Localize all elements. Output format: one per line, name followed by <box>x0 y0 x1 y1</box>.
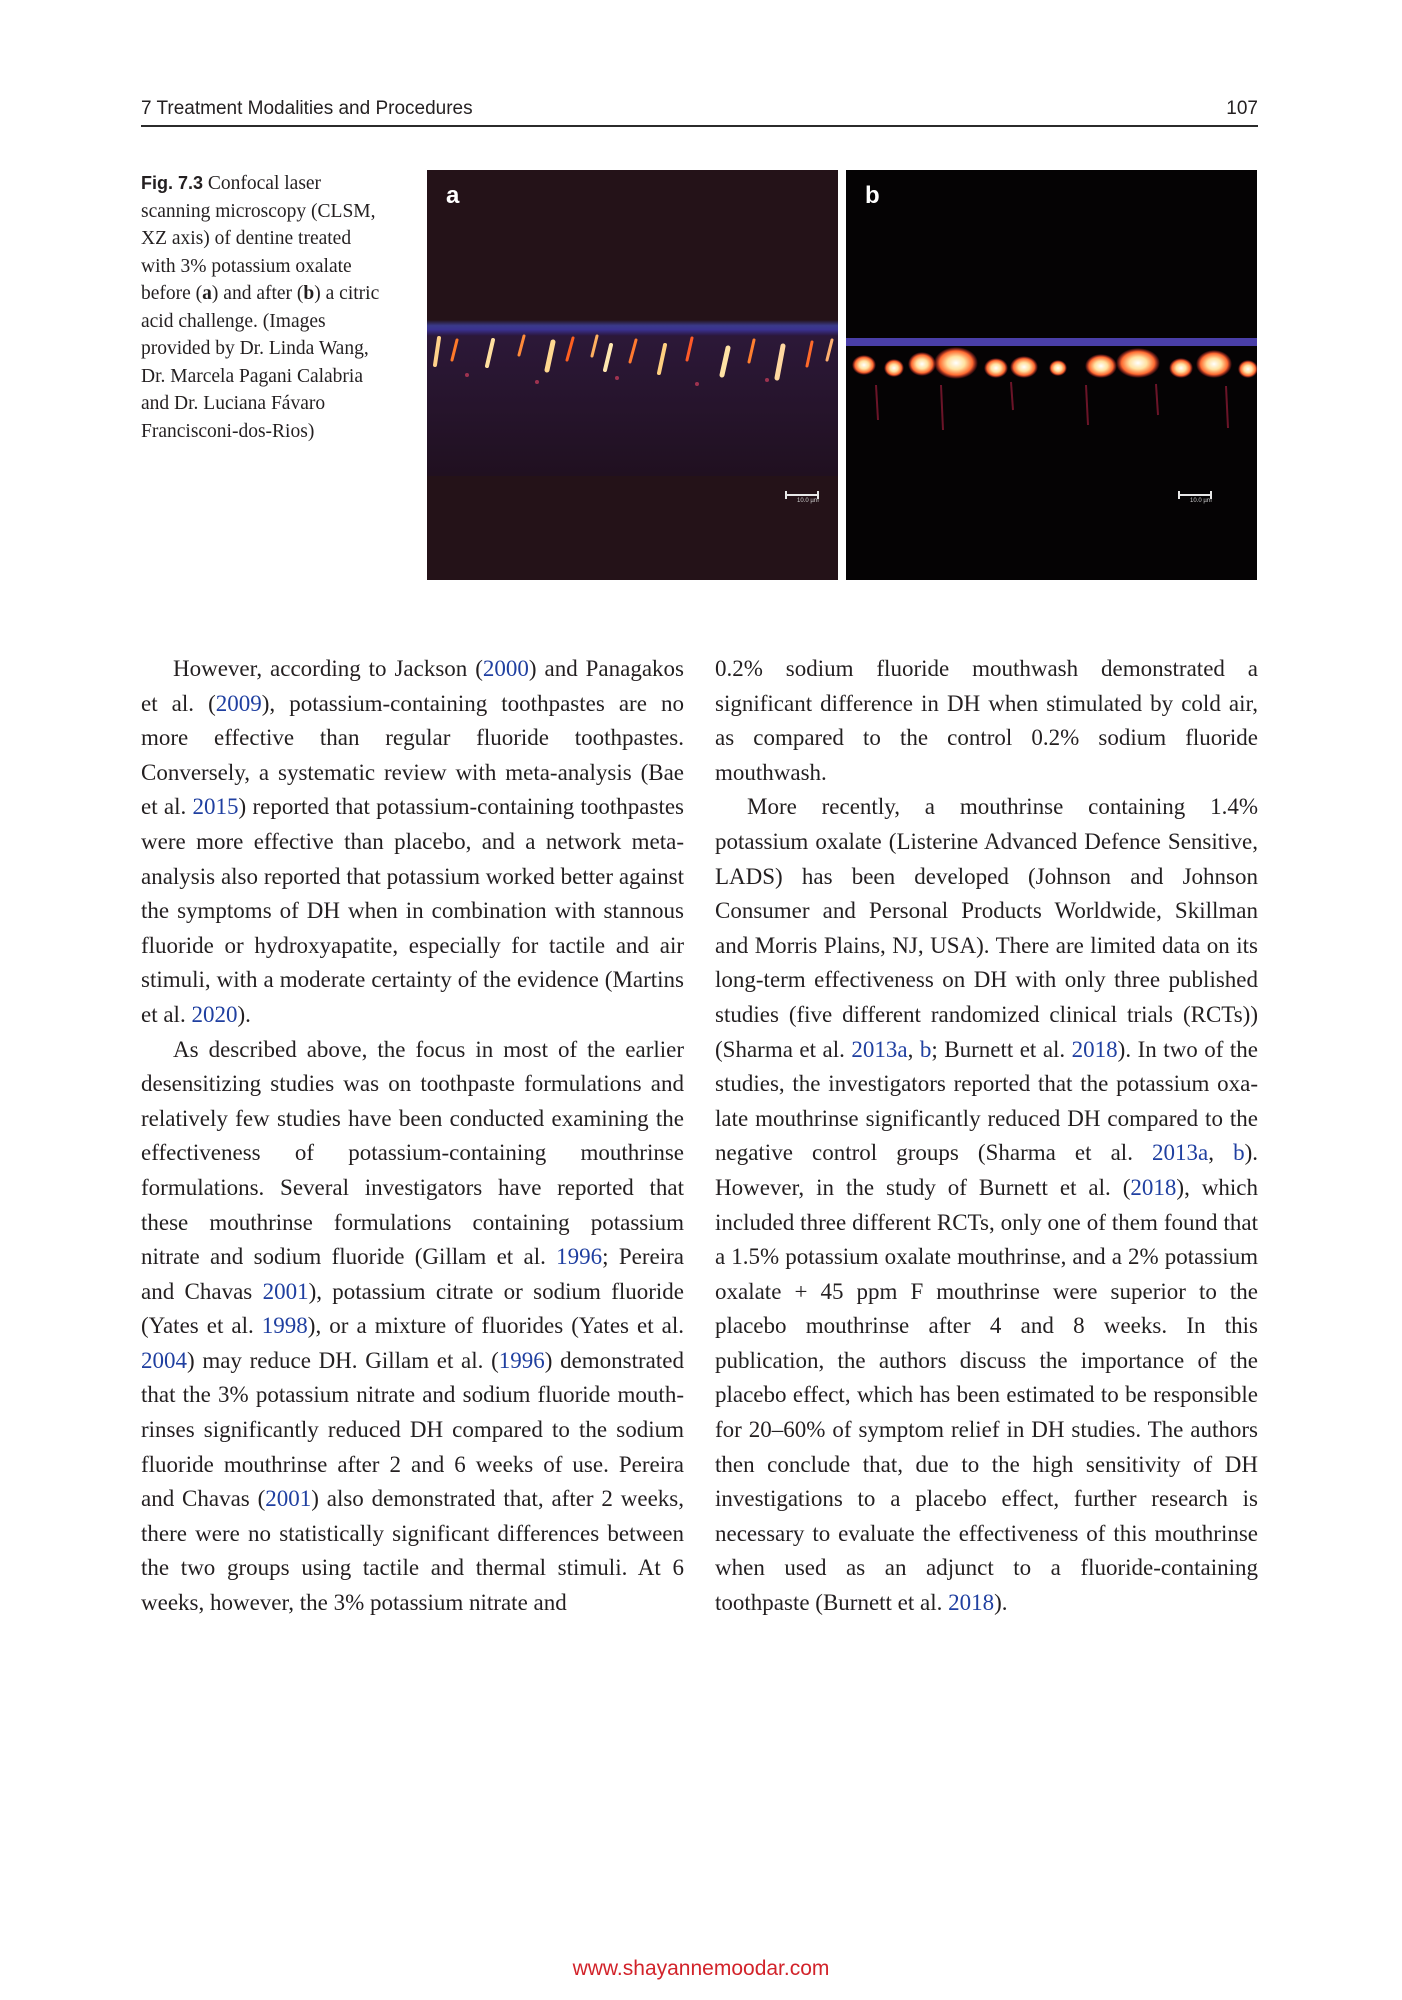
body-text: 0.2% sodium fluoride mouthwash demonstrated a significant difference in DH when stimulated by cold air, as compared to the control 0.2% sodium fluoride mouthwash. <box>715 656 1258 785</box>
body-text: ), or a mixture of fluorides (Yates et al. <box>307 1313 685 1339</box>
caption-text-2: ) and after ( <box>211 283 304 304</box>
body-text: ) and Panagakos et al. ( <box>141 656 684 716</box>
body-text: ) may reduce DH. Gillam et al. ( <box>187 1347 499 1373</box>
citation-link[interactable]: 2018 <box>948 1590 995 1616</box>
body-column-right <box>715 652 1258 1621</box>
citation-link[interactable]: 2009 <box>215 690 262 716</box>
citation-link[interactable]: b <box>1233 1140 1245 1166</box>
caption-text-3: ) a citric acid challenge. (Images provided by Dr. Linda Wang, Dr. Marcela Pagani Calabria and Dr. Luciana Fávaro Francisconi-dos-Rios) <box>141 283 380 442</box>
paragraph <box>715 652 1258 790</box>
micrograph-b-image <box>846 170 1257 580</box>
citation-link[interactable]: 2018 <box>1130 1174 1177 1200</box>
citation-link[interactable]: 2020 <box>191 1001 238 1027</box>
panel-letter-b: b <box>865 182 880 209</box>
caption-panel-ref-a: a <box>202 283 212 304</box>
citation-link[interactable]: 1996 <box>556 1244 603 1270</box>
citation-link[interactable]: 1996 <box>498 1347 545 1373</box>
citation-link[interactable]: 2001 <box>262 1278 309 1304</box>
citation-link[interactable]: b <box>919 1036 932 1062</box>
scale-bar-a-label: 10.0 µm <box>797 498 819 504</box>
page-number: 107 <box>1226 98 1258 119</box>
caption-panel-ref-b: b <box>303 283 315 304</box>
citation-link[interactable]: 2004 <box>141 1347 187 1373</box>
panel-letter-a: a <box>446 182 460 209</box>
citation-link[interactable]: 1998 <box>261 1313 308 1339</box>
body-text: ; Pereira and Chavas <box>141 1244 684 1304</box>
body-text: ), potassium citrate or sodium fluoride (Yates et al. <box>141 1278 685 1339</box>
body-text: However, according to Jackson ( <box>173 656 483 681</box>
paragraph <box>141 652 684 1033</box>
caption-text-1: Confocal laser scanning microscopy (CLSM, XZ axis) of dentine treated with 3% potassium oxalate before ( <box>141 173 376 304</box>
body-column-left <box>141 652 684 1621</box>
body-text: , <box>907 1036 920 1062</box>
body-text: More recently, a mouthrinse containing 1.4% potassium oxalate (Listerine Advanced Defence Sensitive, LADS) has been developed (Johnson and Johnson Consumer and Personal Products Worldwide, Skillman and Morris Plains, NJ, USA). There are limited data on its long-term effectiveness on DH with only three published studies (five different randomized clinical trials (RCTs)) (Sharma et al. <box>715 794 1258 1062</box>
body-text: ) reported that potassium-containing toothpastes were more effective than placebo, and a network meta-analysis also reported that potassium worked better against the symptoms of DH when in combination with stannous fluoride or hydroxyapatite, especially for tactile and air stimuli, with a moderate certainty of the evidence (Martins et al. <box>141 794 684 1027</box>
citation-link[interactable]: 2013a <box>851 1036 908 1062</box>
paragraph <box>715 790 1258 1620</box>
body-text: ), potassium-containing toothpastes are no more effective than regular fluoride toothpastes. Conversely, a systematic review with meta-analysis (Bae et al. <box>141 690 684 820</box>
body-text: ). <box>994 1590 1008 1616</box>
citation-link[interactable]: 2000 <box>482 656 529 681</box>
citation-link[interactable]: 2013a <box>1152 1140 1209 1166</box>
micrograph-a-image <box>427 170 838 580</box>
chapter-title: 7 Treatment Modalities and Procedures <box>141 98 473 119</box>
footer-watermark-url[interactable]: www.shayannemoodar.com <box>572 1957 830 1980</box>
body-text: ), which included three different RCTs, only one of them found that a 1.5% potassium oxalate mouthrinse, and a 2% potassium oxalate + 45 ppm F mouthrinse were superior to the placebo mouthrinse after 4 and 8 weeks. In this publication, the authors discuss the importance of the placebo effect, which has been estimated to be responsible for 20–60% of symptom relief in DH studies. The authors then conclude that, due to the high sensitivity of DH investigations to a placebo effect, further research is necessary to evaluate the effectiveness of this mouthrinse when used as an adjunct to a fluoride-containing toothpaste (Burnett et al. <box>715 1174 1258 1616</box>
body-text: ; Burnett et al. <box>931 1036 1072 1062</box>
body-text: As described above, the focus in most of the earlier desensitizing studies was on toothpaste formulations and relatively few studies have been conducted examining the effectiveness of potassium-containing mouthrinse formulations. Several investigators have reported that these mouthrinse formulations containing potassium nitrate and sodium fluoride (Gillam et al. <box>141 1036 684 1270</box>
body-text: ) demonstrated that the 3% potassium nitrate and sodium fluoride mouthrinses significantly reduced DH compared to the sodium fluoride mouthrinse after 2 and 6 weeks of use. Pereira and Chavas ( <box>141 1347 684 1512</box>
body-text: , <box>1208 1140 1234 1166</box>
body-text: ) also demonstrated that, after 2 weeks, there were no statistically significant differences between the two groups using tactile and thermal stimuli. At 6 weeks, however, the 3% potassium nitrate and <box>141 1486 684 1616</box>
micrograph-panel-b <box>846 170 1257 580</box>
body-text: ). <box>237 1001 251 1027</box>
micrograph-panel-a <box>427 170 838 580</box>
body-text: ). In two of the studies, the investigators reported that the potassium oxalate mouthrinse significantly reduced DH compared to the negative control groups (Sharma et al. <box>715 1036 1258 1166</box>
header-rule <box>141 125 1258 127</box>
figure-caption <box>141 170 386 445</box>
citation-link[interactable]: 2015 <box>192 794 239 820</box>
running-header <box>141 96 1258 126</box>
citation-link[interactable]: 2001 <box>265 1486 312 1512</box>
paragraph <box>141 1033 684 1621</box>
citation-link[interactable]: 2018 <box>1071 1036 1118 1062</box>
figure-label: Fig. 7.3 <box>141 173 204 193</box>
body-text: ). However, in the study of Burnett et al. ( <box>715 1140 1259 1200</box>
scale-bar-b-label: 10.0 µm <box>1190 498 1212 504</box>
